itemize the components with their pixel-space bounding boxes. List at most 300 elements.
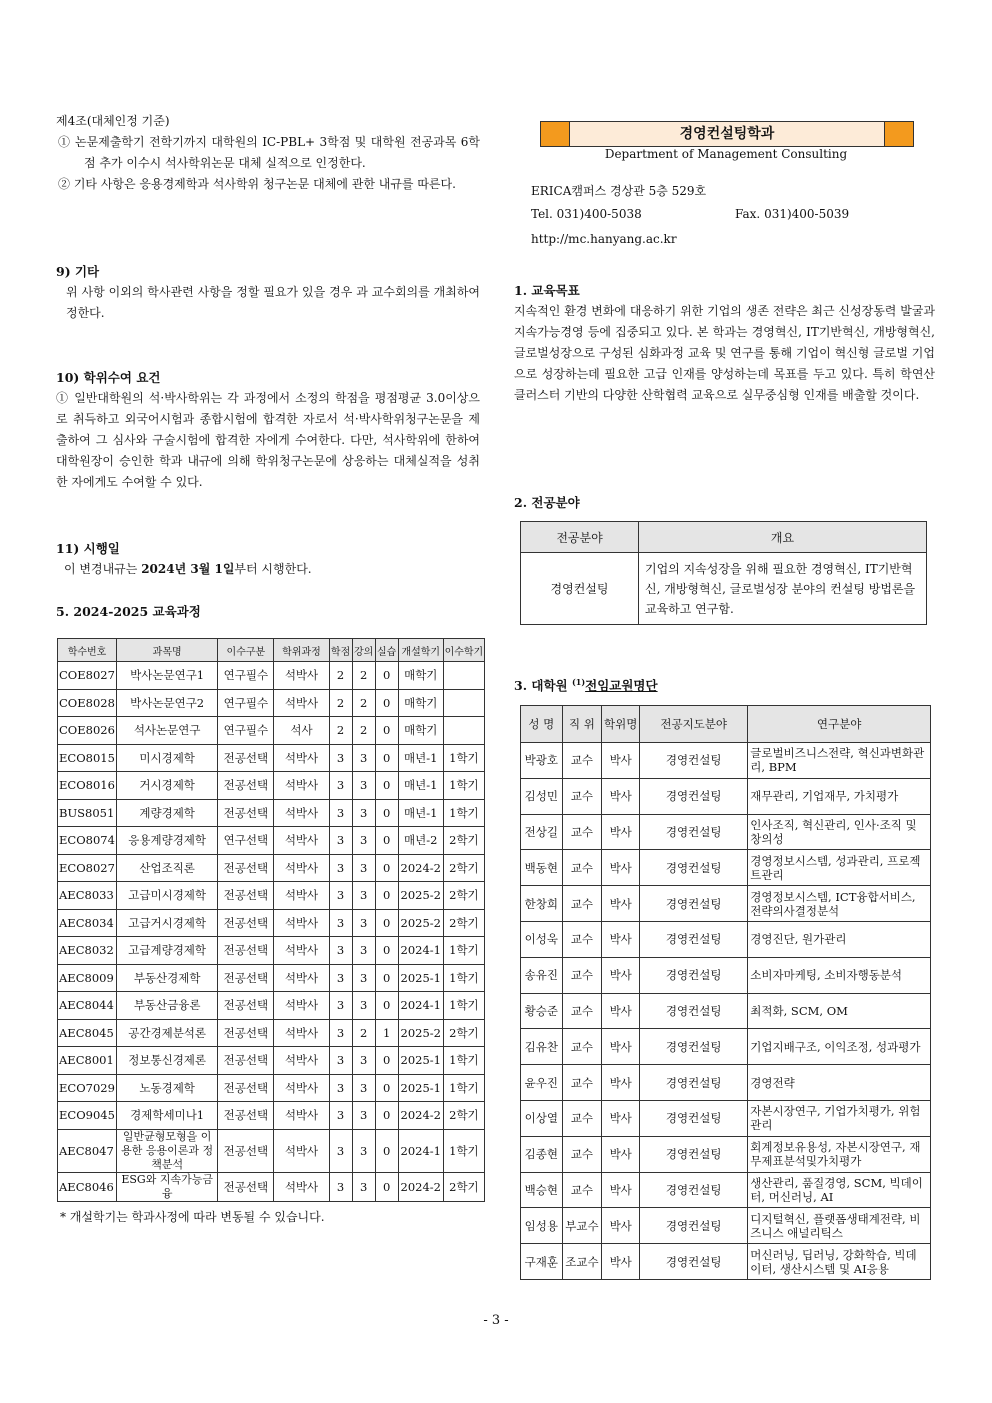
faculty-cell: 교수 <box>562 993 602 1029</box>
article-4-item-1: ① 논문제출학기 전학기까지 대학원의 IC-PBL+ 3학점 및 대학원 전공과목 6학점 추가 이수시 석사학위논문 대체 실적으로 인정한다. <box>58 135 480 170</box>
course-cell: 부동산경제학 <box>117 964 218 992</box>
faculty-cell: 경영컨설팅 <box>640 1136 748 1172</box>
faculty-table-header <box>521 706 931 743</box>
course-cell: ECO8027 <box>58 854 117 882</box>
course-cell: 2학기 <box>443 854 484 882</box>
course-header-cell: 개설학기 <box>398 639 443 662</box>
course-cell: 2025-1 <box>398 964 443 992</box>
faculty-research: 경영진단, 원가관리 <box>748 921 931 957</box>
course-cell <box>443 662 484 690</box>
course-cell: AEC8001 <box>58 1047 117 1075</box>
course-row <box>58 854 485 882</box>
course-cell: 석박사 <box>274 937 329 965</box>
course-cell: 경제학세미나1 <box>117 1102 218 1130</box>
faculty-cell: 경영컨설팅 <box>640 1065 748 1101</box>
faculty-table <box>520 705 931 1280</box>
course-cell: 0 <box>375 882 398 910</box>
course-cell: 2024-2 <box>398 1102 443 1130</box>
course-cell: 전공선택 <box>218 1102 274 1130</box>
course-cell: 공간경제분석론 <box>117 1019 218 1047</box>
course-cell: 3 <box>352 854 375 882</box>
faculty-name: 백승현 <box>521 1172 563 1208</box>
course-cell: 부동산금융론 <box>117 992 218 1020</box>
section-9-title: 9) 기타 <box>56 264 100 279</box>
faculty-research: 글로벌비즈니스전략, 혁신과변화관리, BPM <box>748 743 931 779</box>
course-cell: 3 <box>352 937 375 965</box>
faculty-row <box>521 743 931 779</box>
course-cell: 석박사 <box>274 964 329 992</box>
section-2-title: 2. 전공분야 <box>514 495 580 510</box>
faculty-cell: 조교수 <box>562 1244 602 1280</box>
section-5-title: 5. 2024-2025 교육과정 <box>56 604 201 619</box>
section-3-pre: 3. 대학원 <box>514 678 572 693</box>
faculty-cell: 박사 <box>602 886 640 922</box>
course-cell: 전공선택 <box>218 882 274 910</box>
course-cell: 매년-1 <box>398 799 443 827</box>
page-number: - 3 - <box>483 1313 509 1328</box>
faculty-cell: 교수 <box>562 921 602 957</box>
course-cell: 3 <box>352 964 375 992</box>
course-cell: 0 <box>375 689 398 717</box>
course-header-cell: 이수학기 <box>443 639 484 662</box>
course-cell: 0 <box>375 1172 398 1201</box>
course-cell: 응용계량경제학 <box>117 827 218 855</box>
faculty-cell: 교수 <box>562 850 602 886</box>
course-cell: 3 <box>329 992 352 1020</box>
faculty-name: 윤우진 <box>521 1065 563 1101</box>
dept-fax: Fax. 031)400-5039 <box>735 207 850 221</box>
faculty-cell: 박사 <box>602 743 640 779</box>
section-11-post: 부터 시행한다. <box>234 562 312 576</box>
course-cell: 2 <box>352 717 375 745</box>
course-row <box>58 662 485 690</box>
course-cell: 1학기 <box>443 1074 484 1102</box>
faculty-row <box>521 1029 931 1065</box>
course-cell: 2학기 <box>443 1102 484 1130</box>
course-cell: 연구선택 <box>218 827 274 855</box>
course-cell: 연구필수 <box>218 689 274 717</box>
faculty-cell: 경영컨설팅 <box>640 921 748 957</box>
faculty-cell: 박사 <box>602 1208 640 1244</box>
faculty-cell: 교수 <box>562 1065 602 1101</box>
course-cell: 전공선택 <box>218 992 274 1020</box>
faculty-research: 경영정보시스템, ICT융합서비스, 전략의사결정분석 <box>748 886 931 922</box>
course-cell: 0 <box>375 992 398 1020</box>
course-cell: AEC8032 <box>58 937 117 965</box>
section-10 <box>56 368 480 493</box>
course-cell: 전공선택 <box>218 909 274 937</box>
faculty-name: 이성욱 <box>521 921 563 957</box>
faculty-row <box>521 1065 931 1101</box>
course-cell: 3 <box>329 1074 352 1102</box>
course-cell: 0 <box>375 854 398 882</box>
course-cell: 매년-2 <box>398 827 443 855</box>
course-cell: 2024-1 <box>398 1129 443 1172</box>
faculty-cell: 경영컨설팅 <box>640 814 748 850</box>
orange-accent-left <box>541 122 569 146</box>
course-cell: 2학기 <box>443 909 484 937</box>
course-cell: 3 <box>352 1129 375 1172</box>
faculty-name: 임성용 <box>521 1208 563 1244</box>
faculty-cell: 교수 <box>562 1100 602 1136</box>
faculty-research: 생산관리, 품질경영, SCM, 빅데이터, 머신러닝, AI <box>748 1172 931 1208</box>
course-cell: 매학기 <box>398 717 443 745</box>
dept-name: 경영컨설팅학과 <box>569 122 885 146</box>
section-11-date: 2024년 3월 1일 <box>141 562 235 576</box>
section-1 <box>514 281 935 406</box>
course-cell: AEC8044 <box>58 992 117 1020</box>
course-cell: 전공선택 <box>218 1129 274 1172</box>
course-header-cell: 이수구분 <box>218 639 274 662</box>
faculty-cell: 박사 <box>602 1136 640 1172</box>
faculty-row <box>521 886 931 922</box>
course-cell: 거시경제학 <box>117 772 218 800</box>
course-cell: 매년-1 <box>398 772 443 800</box>
faculty-cell: 박사 <box>602 957 640 993</box>
course-cell: BUS8051 <box>58 799 117 827</box>
faculty-research: 재무관리, 기업재무, 가치평가 <box>748 778 931 814</box>
course-row <box>58 1129 485 1172</box>
section-1-body: 지속적인 환경 변화에 대응하기 위한 기업의 생존 전략은 최근 신성장동력 발굴과 지속가능경영 등에 집중되고 있다. 본 학과는 경영혁신, IT기반혁신, 개방형혁신, 글로벌성장으로 구성된 심화과정 교육 및 연구를 통해 기업이 혁신형 글로벌 기업으로 성장하는데 필요한 고급 인재를 양성하는데 목표를 두고 있다. 특히 학연산클러스터 기반의 다양한 산학협력 교육으로 실무중심형 인재를 배출할 것이다. <box>514 304 935 402</box>
course-cell: 1학기 <box>443 772 484 800</box>
faculty-header-cell: 전공지도분야 <box>640 706 748 743</box>
course-cell: 3 <box>329 964 352 992</box>
faculty-cell: 경영컨설팅 <box>640 743 748 779</box>
course-cell: 석박사 <box>274 744 329 772</box>
faculty-research: 최적화, SCM, OM <box>748 993 931 1029</box>
course-row <box>58 827 485 855</box>
section-11-title: 11) 시행일 <box>56 541 120 556</box>
section-11-pre: 이 변경내규는 <box>64 562 142 576</box>
course-cell: 석사논문연구 <box>117 717 218 745</box>
course-cell: 석박사 <box>274 1074 329 1102</box>
course-cell: 전공선택 <box>218 799 274 827</box>
faculty-cell: 박사 <box>602 1172 640 1208</box>
course-header-cell: 학점 <box>329 639 352 662</box>
course-cell: 노동경제학 <box>117 1074 218 1102</box>
course-cell: 0 <box>375 1074 398 1102</box>
faculty-cell: 경영컨설팅 <box>640 1100 748 1136</box>
course-cell: COE8026 <box>58 717 117 745</box>
course-header-cell: 과목명 <box>117 639 218 662</box>
course-row <box>58 992 485 1020</box>
course-cell: 고급미시경제학 <box>117 882 218 910</box>
course-cell: ECO8016 <box>58 772 117 800</box>
faculty-name: 김종현 <box>521 1136 563 1172</box>
section-11 <box>56 539 480 580</box>
faculty-header-cell: 학위명 <box>602 706 640 743</box>
course-cell: 3 <box>329 772 352 800</box>
section-3-title <box>514 676 658 694</box>
article-4 <box>56 111 480 195</box>
course-cell: 3 <box>352 909 375 937</box>
course-row <box>58 1172 485 1201</box>
faculty-row <box>521 921 931 957</box>
faculty-cell: 박사 <box>602 921 640 957</box>
faculty-name: 한창희 <box>521 886 563 922</box>
course-cell: 3 <box>352 992 375 1020</box>
faculty-cell: 박사 <box>602 850 640 886</box>
course-cell: 3 <box>329 1047 352 1075</box>
faculty-cell: 경영컨설팅 <box>640 1208 748 1244</box>
course-cell: AEC8033 <box>58 882 117 910</box>
course-cell: 전공선택 <box>218 1074 274 1102</box>
course-cell: 2025-1 <box>398 1047 443 1075</box>
course-cell: 1학기 <box>443 964 484 992</box>
faculty-cell: 박사 <box>602 1065 640 1101</box>
faculty-row <box>521 1100 931 1136</box>
faculty-cell: 경영컨설팅 <box>640 850 748 886</box>
dept-tel: Tel. 031)400-5038 <box>531 207 642 221</box>
faculty-name: 백동현 <box>521 850 563 886</box>
course-cell: 3 <box>329 937 352 965</box>
course-cell: 3 <box>329 882 352 910</box>
course-row <box>58 1047 485 1075</box>
course-cell: 2024-2 <box>398 854 443 882</box>
course-cell: 3 <box>352 772 375 800</box>
faculty-row <box>521 814 931 850</box>
faculty-name: 구재훈 <box>521 1244 563 1280</box>
course-cell: 1학기 <box>443 937 484 965</box>
course-row <box>58 1102 485 1130</box>
faculty-cell: 경영컨설팅 <box>640 886 748 922</box>
course-row <box>58 772 485 800</box>
course-cell: 고급계량경제학 <box>117 937 218 965</box>
faculty-cell: 경영컨설팅 <box>640 993 748 1029</box>
section-3-sup: (1) <box>571 676 586 687</box>
course-cell: 3 <box>352 1047 375 1075</box>
faculty-name: 박광호 <box>521 743 563 779</box>
course-cell: 1학기 <box>443 799 484 827</box>
course-cell: AEC8047 <box>58 1129 117 1172</box>
faculty-cell: 교수 <box>562 814 602 850</box>
course-cell: 계량경제학 <box>117 799 218 827</box>
course-cell: 2학기 <box>443 827 484 855</box>
course-cell: ESG와 지속가능금융 <box>117 1172 218 1201</box>
course-cell: 일반균형모형을 이용한 응용이론과 정책분석 <box>117 1129 218 1172</box>
faculty-research: 디지털혁신, 플랫폼생태계전략, 비즈니스 애널리틱스 <box>748 1208 931 1244</box>
course-cell: 0 <box>375 1047 398 1075</box>
faculty-cell: 교수 <box>562 1172 602 1208</box>
faculty-research: 기업지배구조, 이익조정, 성과평가 <box>748 1029 931 1065</box>
course-cell: 정보통신경제론 <box>117 1047 218 1075</box>
article-4-item-2: ② 기타 사항은 응용경제학과 석사학위 청구논문 대체에 관한 내규를 따른다. <box>58 177 456 191</box>
course-cell: 1학기 <box>443 744 484 772</box>
course-header-cell: 학수번호 <box>58 639 117 662</box>
course-cell: 2 <box>329 717 352 745</box>
course-cell: 3 <box>329 799 352 827</box>
course-cell: 석박사 <box>274 799 329 827</box>
course-cell: ECO9045 <box>58 1102 117 1130</box>
course-cell: 전공선택 <box>218 964 274 992</box>
faculty-cell: 박사 <box>602 778 640 814</box>
course-cell: 3 <box>352 1172 375 1201</box>
faculty-row <box>521 1136 931 1172</box>
course-cell: 0 <box>375 1129 398 1172</box>
course-cell: 2025-2 <box>398 1019 443 1047</box>
faculty-header-cell: 성 명 <box>521 706 563 743</box>
course-cell: AEC8034 <box>58 909 117 937</box>
course-cell: 1학기 <box>443 992 484 1020</box>
faculty-name: 황승준 <box>521 993 563 1029</box>
faculty-research: 소비자마케팅, 소비자행동분석 <box>748 957 931 993</box>
course-cell: 미시경제학 <box>117 744 218 772</box>
course-header-cell: 학위과정 <box>274 639 329 662</box>
section-9-body: 위 사항 이외의 학사관련 사항을 정할 필요가 있을 경우 과 교수회의를 개최하여 정한다. <box>66 285 480 320</box>
faculty-header-cell: 연구분야 <box>748 706 931 743</box>
faculty-cell: 박사 <box>602 1100 640 1136</box>
faculty-row <box>521 850 931 886</box>
course-cell: 연구필수 <box>218 662 274 690</box>
course-cell: 0 <box>375 744 398 772</box>
faculty-row <box>521 778 931 814</box>
faculty-row <box>521 1208 931 1244</box>
course-note: * 개설학기는 학과사정에 따라 변동될 수 있습니다. <box>60 1210 325 1224</box>
faculty-name: 김유찬 <box>521 1029 563 1065</box>
course-row <box>58 717 485 745</box>
faculty-cell: 경영컨설팅 <box>640 1244 748 1280</box>
course-cell: 1 <box>375 1019 398 1047</box>
course-cell: 2025-2 <box>398 882 443 910</box>
course-cell: 0 <box>375 937 398 965</box>
course-cell: 0 <box>375 799 398 827</box>
course-cell: 2024-1 <box>398 937 443 965</box>
course-table-header <box>58 639 485 662</box>
article-4-title: 제4조(대체인정 기준) <box>56 114 170 128</box>
course-cell: 석박사 <box>274 772 329 800</box>
course-cell: 2학기 <box>443 1019 484 1047</box>
course-cell: 매년-1 <box>398 744 443 772</box>
course-cell: 3 <box>329 909 352 937</box>
course-row <box>58 744 485 772</box>
course-cell: 2025-2 <box>398 909 443 937</box>
faculty-cell: 부교수 <box>562 1208 602 1244</box>
faculty-cell: 교수 <box>562 886 602 922</box>
course-cell: 0 <box>375 772 398 800</box>
faculty-cell: 박사 <box>602 1029 640 1065</box>
course-cell: ECO8074 <box>58 827 117 855</box>
course-cell: 3 <box>352 882 375 910</box>
course-cell: 석박사 <box>274 1019 329 1047</box>
course-cell: 석박사 <box>274 827 329 855</box>
course-cell: AEC8046 <box>58 1172 117 1201</box>
course-cell: 0 <box>375 964 398 992</box>
section-1-title: 1. 교육목표 <box>514 283 580 298</box>
course-cell: 0 <box>375 717 398 745</box>
course-cell: 3 <box>352 799 375 827</box>
section-10-body: ① 일반대학원의 석·박사학위는 각 과정에서 소정의 학점을 평점평균 3.0이상으로 취득하고 외국어시험과 종합시험에 합격한 자로서 석·박사학위청구논문을 제출하여 그 심사와 구술시험에 합격한 자에게 수여한다. 다만, 석사학위에 한하여 대학원장이 승인한 학과 내규에 의해 학위청구논문에 상응하는 대체실적을 성취한 자에게도 수여할 수 있다. <box>56 391 480 489</box>
dept-url[interactable]: http://mc.hanyang.ac.kr <box>531 232 677 246</box>
course-cell: 2학기 <box>443 1172 484 1201</box>
faculty-row <box>521 993 931 1029</box>
course-cell: 전공선택 <box>218 1019 274 1047</box>
course-cell: 0 <box>375 909 398 937</box>
course-cell: 0 <box>375 827 398 855</box>
course-cell: 매학기 <box>398 662 443 690</box>
course-cell: 석박사 <box>274 662 329 690</box>
course-cell: 3 <box>352 827 375 855</box>
course-cell: 석박사 <box>274 689 329 717</box>
course-cell: 3 <box>329 744 352 772</box>
dept-address: ERICA캠퍼스 경상관 5층 529호 <box>531 184 707 198</box>
faculty-cell: 교수 <box>562 778 602 814</box>
course-cell: AEC8009 <box>58 964 117 992</box>
course-row <box>58 937 485 965</box>
course-cell: 3 <box>329 854 352 882</box>
faculty-name: 김성민 <box>521 778 563 814</box>
course-cell: 3 <box>352 1102 375 1130</box>
course-cell: 3 <box>329 1129 352 1172</box>
course-cell: 석박사 <box>274 1102 329 1130</box>
faculty-cell: 경영컨설팅 <box>640 1029 748 1065</box>
course-cell: 석박사 <box>274 1047 329 1075</box>
course-row <box>58 882 485 910</box>
course-cell: 2 <box>329 662 352 690</box>
faculty-row <box>521 1244 931 1280</box>
course-cell: 3 <box>352 744 375 772</box>
course-row <box>58 689 485 717</box>
course-cell: COE8027 <box>58 662 117 690</box>
course-cell: 연구필수 <box>218 717 274 745</box>
faculty-row <box>521 957 931 993</box>
course-cell: 산업조직론 <box>117 854 218 882</box>
course-cell: 2024-1 <box>398 992 443 1020</box>
faculty-cell: 박사 <box>602 993 640 1029</box>
faculty-cell: 교수 <box>562 1136 602 1172</box>
course-cell: 고급거시경제학 <box>117 909 218 937</box>
section-3-main: 전임교원명단 <box>585 678 658 693</box>
faculty-research: 경영정보시스템, 성과관리, 프로젝트관리 <box>748 850 931 886</box>
course-cell <box>443 717 484 745</box>
faculty-research: 자본시장연구, 기업가치평가, 위험관리 <box>748 1100 931 1136</box>
course-cell: 석사 <box>274 717 329 745</box>
course-cell: 2 <box>352 662 375 690</box>
course-row <box>58 799 485 827</box>
course-cell: 2 <box>329 689 352 717</box>
faculty-header-cell: 직 위 <box>562 706 602 743</box>
course-cell: 3 <box>329 1172 352 1201</box>
orange-accent-right <box>885 122 913 146</box>
course-cell: 전공선택 <box>218 772 274 800</box>
course-cell: 2 <box>352 1019 375 1047</box>
course-cell: 3 <box>329 1102 352 1130</box>
faculty-row <box>521 1172 931 1208</box>
course-cell: 전공선택 <box>218 937 274 965</box>
course-row <box>58 909 485 937</box>
course-cell: 3 <box>329 827 352 855</box>
course-cell: 석박사 <box>274 909 329 937</box>
faculty-research: 회계정보유용성, 자본시장연구, 재무제표분석및가치평가 <box>748 1136 931 1172</box>
course-cell: 석박사 <box>274 854 329 882</box>
course-cell: 0 <box>375 662 398 690</box>
course-cell: 3 <box>352 1074 375 1102</box>
course-cell: 박사논문연구2 <box>117 689 218 717</box>
faculty-cell: 교수 <box>562 1029 602 1065</box>
course-cell: 석박사 <box>274 882 329 910</box>
course-cell <box>443 689 484 717</box>
course-cell: 0 <box>375 1102 398 1130</box>
field-name: 경영컨설팅 <box>521 553 639 625</box>
course-cell: 1학기 <box>443 1047 484 1075</box>
section-11-body <box>56 559 480 580</box>
course-cell: 석박사 <box>274 1172 329 1201</box>
course-table <box>57 638 485 1202</box>
course-row <box>58 1074 485 1102</box>
course-cell: 2 <box>352 689 375 717</box>
course-cell: 전공선택 <box>218 744 274 772</box>
faculty-name: 이상열 <box>521 1100 563 1136</box>
course-row <box>58 964 485 992</box>
